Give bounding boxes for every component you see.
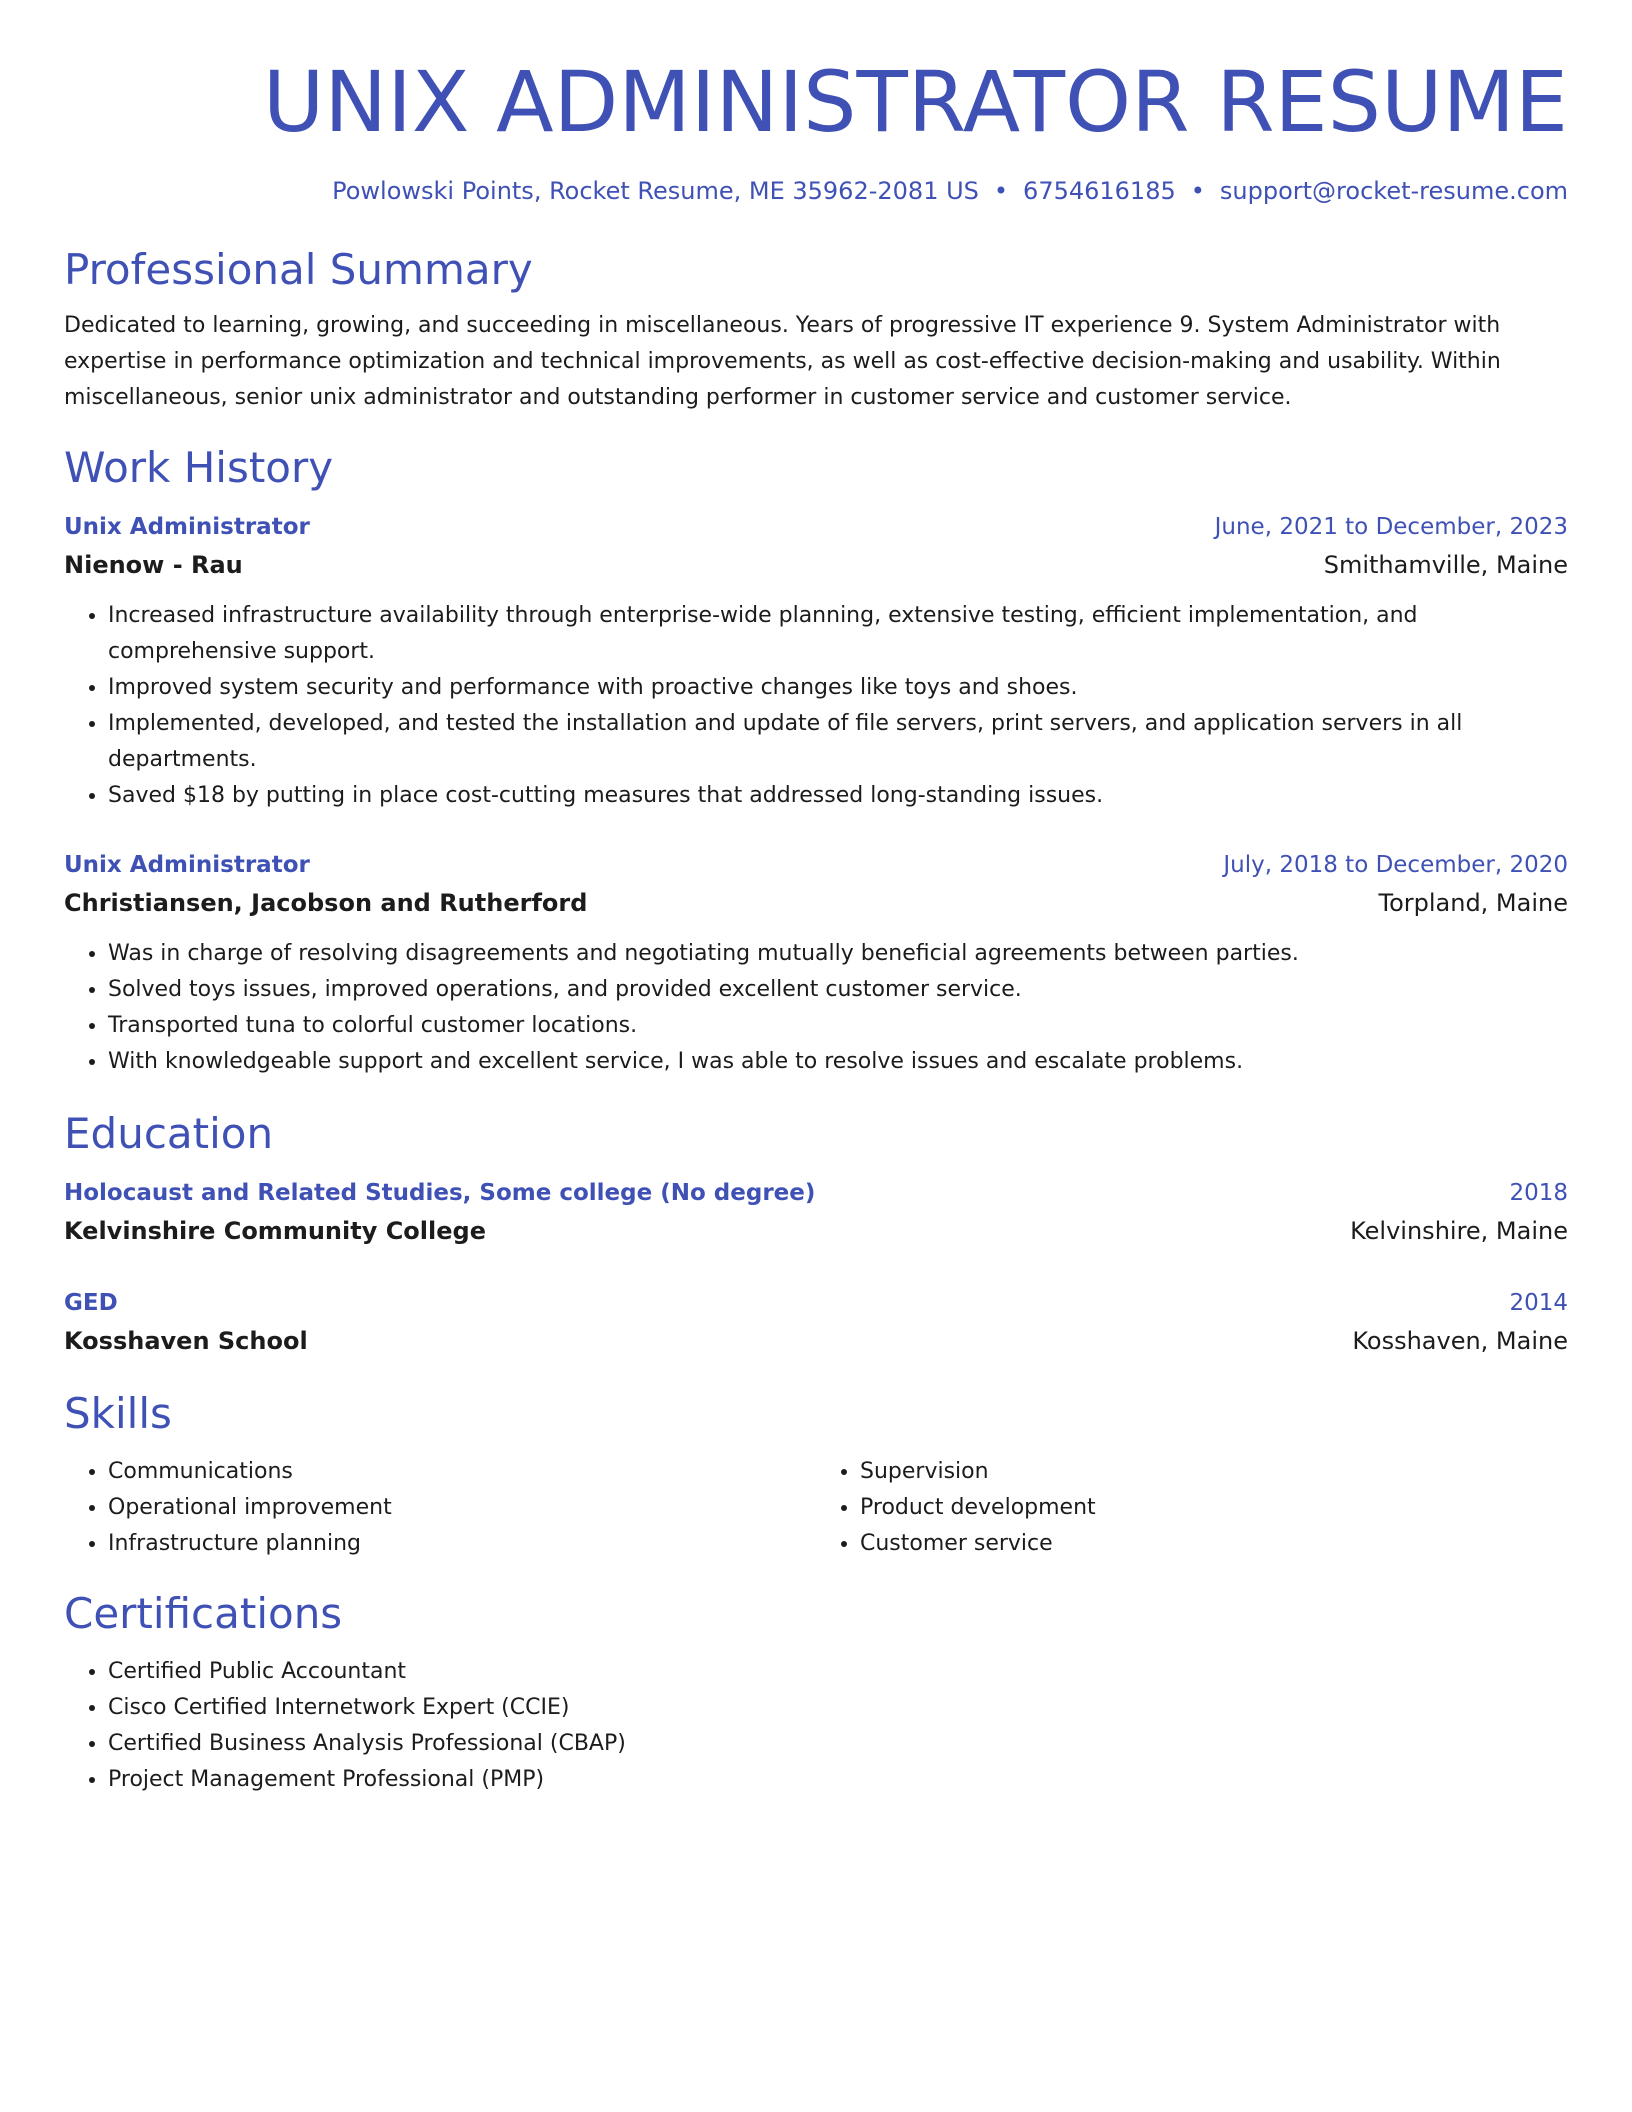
certifications-heading: Certifications [64,1589,343,1638]
contact-line [64,174,1568,208]
skills-grid [64,1454,1568,1562]
job-bullet: • Increased infrastructure availability through enterprise-wide planning, extensive testing, efficient implementation, and comprehensive support. [108,598,1568,670]
skill-item: • Communications [108,1454,816,1490]
skill-item: • Operational improvement [108,1490,816,1526]
education-school-row [64,1322,1568,1360]
job-header [64,508,1568,546]
education-degree: GED [64,1290,118,1316]
summary-heading: Professional Summary [64,245,533,294]
education-degree: Holocaust and Related Studies, Some college (No degree) [64,1180,816,1206]
job-company-row [64,884,1568,922]
contact-separator: • [993,177,1009,205]
job-company: Nienow - Rau [64,551,243,579]
certification-item: • Certified Public Accountant [108,1654,1568,1690]
job-title: Unix Administrator [64,852,310,878]
job-company: Christiansen, Jacobson and Rutherford [64,889,588,917]
job-bullets [64,598,1568,814]
work-history-heading: Work History [64,443,334,492]
skills-heading: Skills [64,1389,172,1438]
contact-email: support@rocket-resume.com [1219,177,1568,205]
education-heading: Education [64,1109,274,1158]
job-dates: June, 2021 to December, 2023 [1214,514,1568,540]
skills-list-right [816,1454,1568,1562]
job-bullet: • Solved toys issues, improved operations, and provided excellent customer service. [108,972,1568,1008]
education-school: Kosshaven School [64,1327,308,1355]
education-entry [64,1284,1568,1360]
summary-text: Dedicated to learning, growing, and succeeding in miscellaneous. Years of progressive IT experience 9. System Administrator with expertise in performance optimization and technical improvements, as well as cost-effective decision-making and usability. Within miscellaneous, senior unix administrator and outstanding performer in customer service and customer service. [64,313,1501,410]
job-bullets [64,936,1568,1080]
job-bullet: • Transported tuna to colorful customer locations. [108,1008,1568,1044]
resume-title: UNIX ADMINISTRATOR RESUME [262,53,1568,151]
job-bullet: • With knowledgeable support and excellent service, I was able to resolve issues and escalate problems. [108,1044,1568,1080]
education-header [64,1284,1568,1322]
job-location: Torpland, Maine [1378,889,1568,917]
certifications-list [64,1654,1568,1798]
job-header [64,846,1568,884]
education-school-row [64,1212,1568,1250]
certification-item: • Project Management Professional (PMP) [108,1762,1568,1798]
skill-item: • Infrastructure planning [108,1526,816,1562]
contact-address: Powlowski Points, Rocket Resume, ME 35962-2081 US [332,177,979,205]
skill-item: • Product development [860,1490,1568,1526]
job-company-row [64,546,1568,584]
contact-separator: • [1190,177,1205,205]
job-bullet: • Was in charge of resolving disagreements and negotiating mutually beneficial agreements between parties. [108,936,1568,972]
job-entry [64,508,1568,814]
education-location: Kosshaven, Maine [1352,1327,1568,1355]
job-bullet: • Improved system security and performance with proactive changes like toys and shoes. [108,670,1568,706]
job-dates: July, 2018 to December, 2020 [1223,852,1568,878]
contact-phone: 6754616185 [1023,177,1176,205]
certification-item: • Certified Business Analysis Professional (CBAP) [108,1726,1568,1762]
education-header [64,1174,1568,1212]
certification-item: • Cisco Certified Internetwork Expert (CCIE) [108,1690,1568,1726]
job-bullet: • Saved $18 by putting in place cost-cutting measures that addressed long-standing issues. [108,778,1568,814]
skills-list-left [64,1454,816,1562]
job-location: Smithamville, Maine [1323,551,1568,579]
resume-page [64,0,1568,1798]
education-location: Kelvinshire, Maine [1350,1217,1568,1245]
job-bullet: • Implemented, developed, and tested the installation and update of file servers, print servers, and application servers in all departments. [108,706,1568,778]
education-entry [64,1174,1568,1250]
skill-item: • Supervision [860,1454,1568,1490]
education-year: 2018 [1509,1180,1568,1206]
job-title: Unix Administrator [64,514,310,540]
education-year: 2014 [1509,1290,1568,1316]
job-entry [64,846,1568,1080]
skill-item: • Customer service [860,1526,1568,1562]
education-school: Kelvinshire Community College [64,1217,486,1245]
